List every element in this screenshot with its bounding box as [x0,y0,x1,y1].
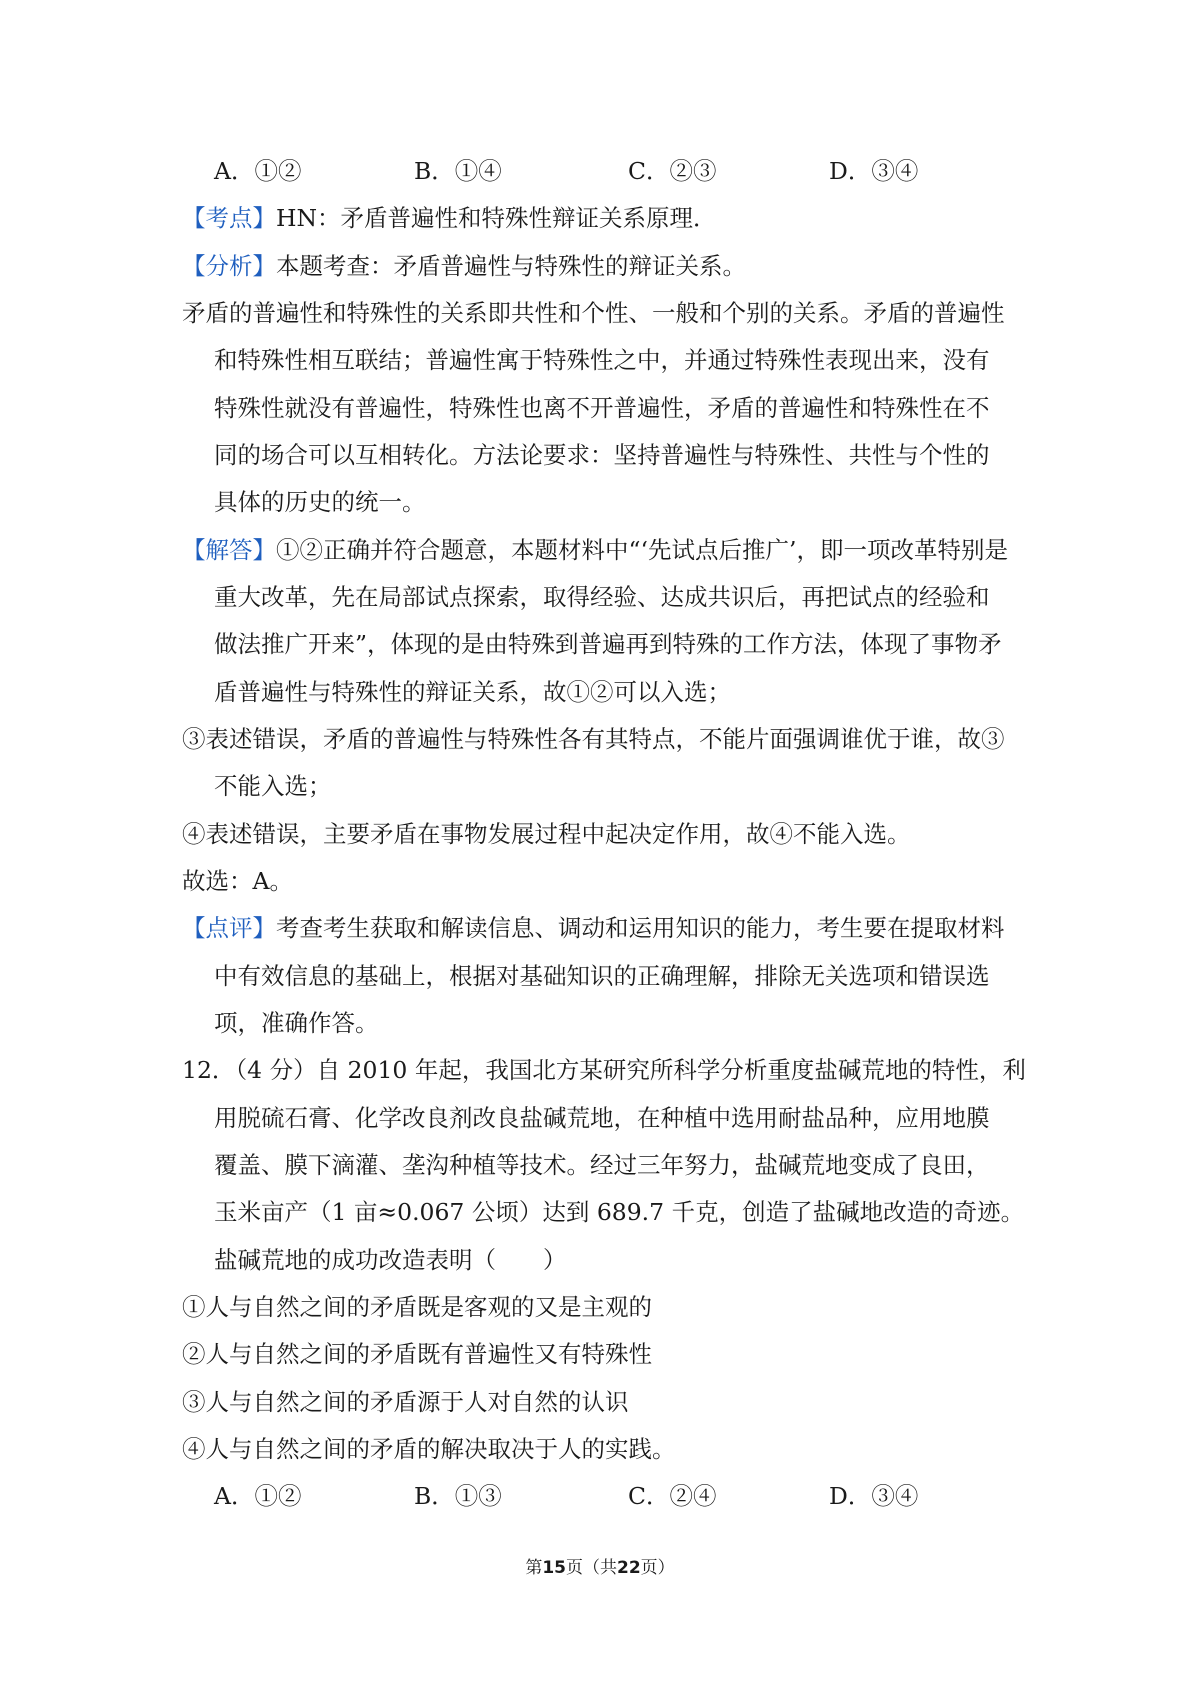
q12-stem-line: 覆盖、膜下滴灌、垄沟种植等技术。经过三年努力，盐碱荒地变成了良田， [214,1151,990,1179]
dianping-tag: 【点评】 [182,914,276,942]
q12-stem-line: 盐碱荒地的成功改造表明（ ） [214,1246,567,1274]
footer-mid: 页（共 [566,1558,617,1578]
q12-stem-line: 用脱硫石膏、化学改良剂改良盐碱荒地，在种植中选用耐盐品种，应用地膜 [214,1104,990,1132]
jieda-paragraph-line: 重大改革，先在局部试点探索，取得经验、达成共识后，再把试点的经验和 [214,583,990,611]
q12-stem-line: 玉米亩产（1 亩≈0.067 公顷）达到 689.7 千克，创造了盐碱地改造的奇迹。 [214,1198,1025,1226]
footer-total-pages: 22 [617,1558,641,1578]
dianping-first-text: 考查考生获取和解读信息、调动和运用知识的能力，考生要在提取材料 [276,914,1005,942]
fenxi-paragraph-line: 和特殊性相互联结；普遍性寓于特殊性之中，并通过特殊性表现出来，没有 [214,346,990,374]
q11-option-c: C．②③ [628,157,717,185]
jieda-paragraph-line: 盾普遍性与特殊性的辩证关系，故①②可以入选； [214,678,731,706]
jieda-first-text: ①②正确并符合题意，本题材料中“‘先试点后推广’，即一项改革特别是 [276,536,1008,564]
q12-statement: ②人与自然之间的矛盾既有普遍性又有特殊性 [182,1340,652,1368]
dianping-paragraph-line: 中有效信息的基础上，根据对基础知识的正确理解，排除无关选项和错误选 [214,962,990,990]
footer-page-number: 15 [542,1558,566,1578]
kaodian-tag: 【考点】 [182,204,276,232]
q11-option-a: A．①② [214,157,302,185]
q12-statement: ④人与自然之间的矛盾的解决取决于人的实践。 [182,1435,676,1463]
fenxi-paragraph-line: 同的场合可以互相转化。方法论要求：坚持普遍性与特殊性、共性与个性的 [214,441,990,469]
q12-option-a: A．①② [214,1482,302,1510]
fenxi-paragraph-line: 矛盾的普遍性和特殊性的关系即共性和个性、一般和个别的关系。矛盾的普遍性 [182,299,1005,327]
jieda-paragraph-line: 不能入选； [214,772,332,800]
q12-statement: ③人与自然之间的矛盾源于人对自然的认识 [182,1388,629,1416]
q12-option-b: B．①③ [414,1482,502,1510]
footer-prefix: 第 [525,1558,543,1578]
kaodian-line [182,202,717,234]
kaodian-text: HN：矛盾普遍性和特殊性辩证关系原理． [276,204,717,232]
jieda-paragraph-line: ③表述错误，矛盾的普遍性与特殊性各有其特点，不能片面强调谁优于谁，故③ [182,725,1005,753]
q11-option-d: D．③④ [829,157,919,185]
dianping-paragraph-line: 项，准确作答。 [214,1009,379,1037]
fenxi-tag: 【分析】 [182,252,276,280]
footer-suffix: 页） [640,1558,675,1578]
jieda-answer-line: 故选：A。 [182,867,293,895]
q12-option-c: C．②④ [628,1482,717,1510]
q12-option-d: D．③④ [829,1482,919,1510]
fenxi-paragraph-line: 特殊性就没有普遍性，特殊性也离不开普遍性，矛盾的普遍性和特殊性在不 [214,394,990,422]
page-footer [0,1556,1200,1580]
jieda-paragraph-line: 做法推广开来”，体现的是由特殊到普遍再到特殊的工作方法，体现了事物矛 [214,630,1002,658]
jieda-paragraph-line: ④表述错误，主要矛盾在事物发展过程中起决定作用，故④不能入选。 [182,820,911,848]
q12-statement: ①人与自然之间的矛盾既是客观的又是主观的 [182,1293,652,1321]
jieda-line [182,534,1008,566]
q11-option-b: B．①④ [414,157,502,185]
fenxi-line [182,250,746,282]
dianping-line [182,912,1005,944]
q12-stem-line: 12．（4 分）自 2010 年起，我国北方某研究所科学分析重度盐碱荒地的特性，利 [182,1056,1026,1084]
fenxi-paragraph-line: 具体的历史的统一。 [214,488,426,516]
fenxi-text: 本题考查：矛盾普遍性与特殊性的辩证关系。 [276,252,746,280]
jieda-tag: 【解答】 [182,536,276,564]
